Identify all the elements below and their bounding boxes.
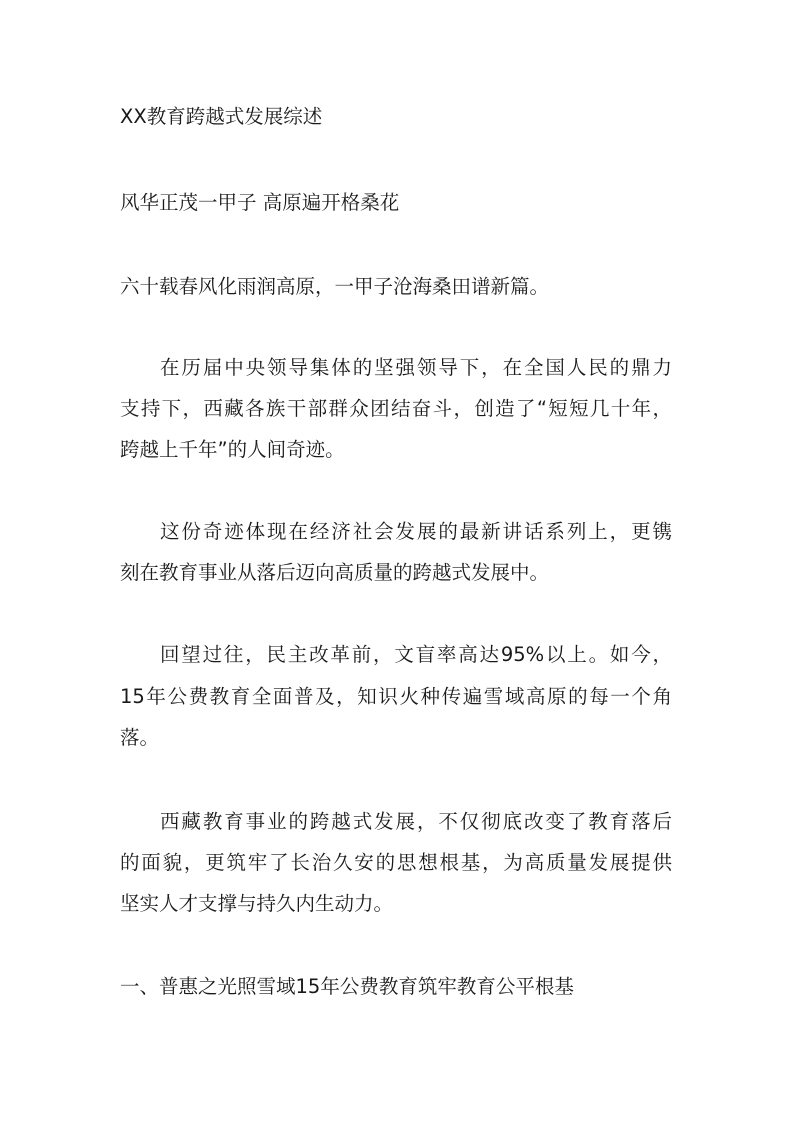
section-heading: 一、普惠之光照雪域15年公费教育筑牢教育公平根基	[120, 975, 574, 998]
paragraph-line: 支持下，西藏各族干部群众团结奋斗，创造了“短短几十年，	[120, 397, 672, 420]
paragraph-line: 回望过往，民主改革前，文盲率高达95%以上。如今，	[160, 643, 672, 666]
paragraph-line: 西藏教育事业的跨越式发展，不仅彻底改变了教育落后	[160, 810, 672, 833]
document-subtitle: 风华正茂一甲子 高原遍开格桑花	[120, 191, 400, 214]
paragraph-line: 在历届中央领导集体的坚强领导下，在全国人民的鼎力	[160, 356, 672, 379]
paragraph-line: 坚实人才支撑与持久内生动力。	[120, 892, 394, 915]
paragraph-line: 落。	[120, 726, 160, 749]
paragraph-line: 的面貌，更筑牢了长治久安的思想根基，为高质量发展提供	[120, 851, 672, 874]
paragraph-line: 跨越上千年”的人间奇迹。	[120, 438, 345, 461]
paragraph-line: 这份奇迹体现在经济社会发展的最新讲话系列上，更镌	[160, 520, 672, 543]
paragraph-line: 15年公费教育全面普及，知识火种传遍雪域高原的每一个角	[120, 685, 672, 708]
paragraph-line: 刻在教育事业从落后迈向高质量的跨越式发展中。	[120, 561, 550, 584]
document-title: XX教育跨越式发展综述	[120, 105, 323, 128]
lead-sentence: 六十载春风化雨润高原，一甲子沧海桑田谱新篇。	[120, 275, 550, 298]
